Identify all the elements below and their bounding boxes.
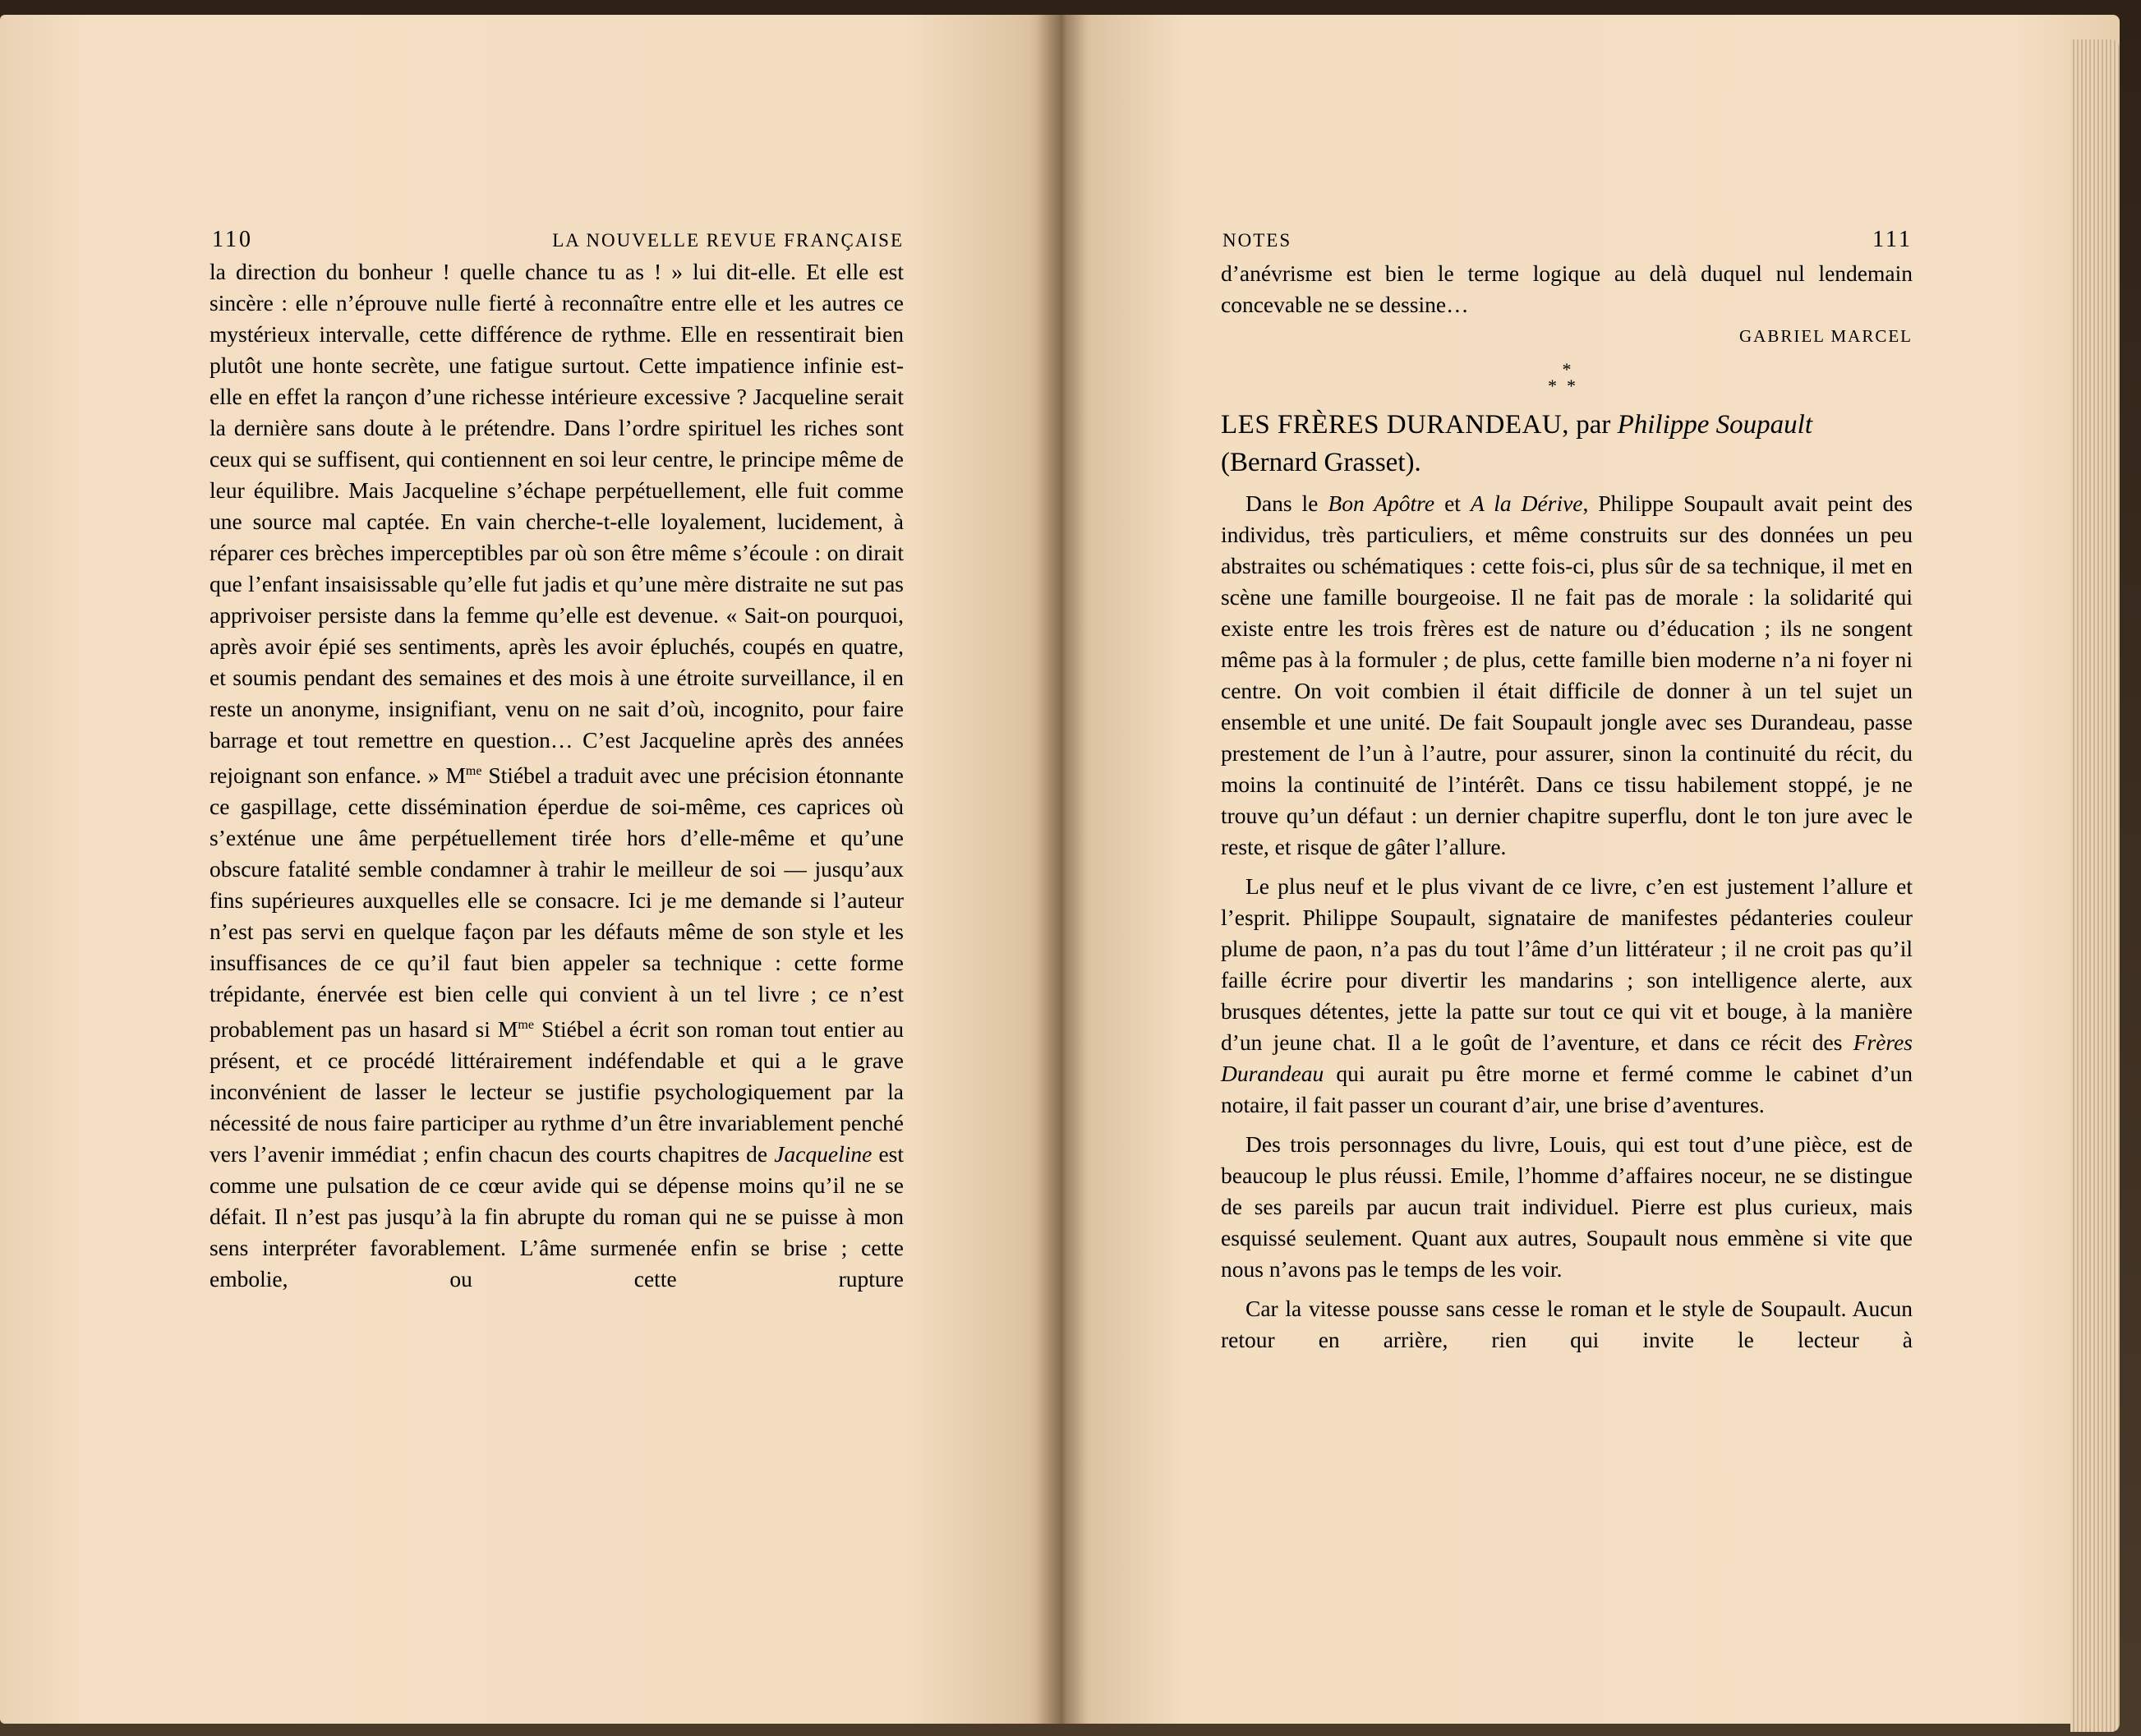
right-body-text — [1221, 258, 1913, 1356]
by-word: par — [1568, 410, 1618, 440]
journal-title: LA NOUVELLE REVUE FRANÇAISE — [552, 230, 904, 251]
text-run: qui aurait pu être morne et fermé comme le cabinet d’un notaire, il fait passer un courant d’air, une brise d’aventures. — [1221, 1061, 1913, 1117]
left-running-head — [212, 227, 904, 253]
left-paragraph — [209, 256, 904, 1295]
text-run: Stiébel a traduit avec une précision étonnante ce gaspillage, cette dissémination éperdue de soi-même, ces caprices où s’exténue une âme perpétuellement tirée hors d’elle-même et qu’une obscure fatalité semble condamner à trahir le meilleur de soi — jusqu’aux fins supérieures auxquelles elle se consacre. Ici je me demande si l’auteur n’est pas servi en quelque façon par les défauts même de son style et les insuffisances de ce qu’il faut bien appeler sa technique : cette forme trépidante, énervée est bien celle qui convient à un tel livre ; ce n’est probablement pas un hasard si M — [209, 762, 904, 1043]
text-run: me — [518, 1018, 534, 1033]
asterism-top: * — [1562, 359, 1572, 380]
continuation-text: d’anévrisme est bien le terme logique au delà duquel nul lendemain concevable ne se dessine… — [1221, 260, 1913, 317]
page-edges — [2070, 39, 2120, 1732]
review-paragraph-1 — [1221, 488, 1913, 863]
publisher: (Bernard Grasset). — [1221, 448, 1421, 477]
text-run: me — [465, 764, 482, 778]
author-signature: GABRIEL MARCEL — [1739, 326, 1913, 346]
text-run-italic: Frères Durandeau — [1221, 1029, 1913, 1086]
review-paragraph-3: Des trois personnages du livre, Louis, qui est tout d’une pièce, est de beaucoup le plus réussi. Emile, l’homme d’affaires noceur, ne se distingue de ses pareils par aucun trait individuel. Pierre est plus curieux, mais esquissé seulement. Quant aux autres, Soupault nous emmène si vite que nous n’avons pas le temps de les voir. — [1221, 1131, 1913, 1282]
text-run: est comme une pulsation de ce cœur avide qui se dépense moins qu’il ne se défait. Il n’est pas jusqu’à la fin abrupte du roman qui ne se puisse à mon sens interpréter favorablement. L’âme surmenée enfin se brise ; cette embolie, ou cette rupture — [209, 1141, 904, 1292]
right-page-number: 111 — [1872, 227, 1913, 252]
review-paragraph-4: Car la vitesse pousse sans cesse le roman et le style de Soupault. Aucun retour en arrière, rien qui invite le lecteur à — [1221, 1296, 1913, 1352]
review-paragraph-2 — [1221, 871, 1913, 1121]
book-gutter — [1037, 15, 1086, 1724]
book-title: LES FRÈRES DURANDEAU, — [1221, 410, 1569, 440]
asterism-bottom: ** — [1548, 375, 1586, 396]
section-asterism — [1221, 361, 1913, 394]
right-running-head — [1222, 227, 1913, 253]
left-page-number: 110 — [212, 227, 253, 252]
review-author: Philippe Soupault — [1617, 410, 1812, 440]
section-title: NOTES — [1222, 230, 1292, 251]
review-heading — [1221, 406, 1913, 481]
text-run-italic: Jacqueline — [774, 1141, 873, 1167]
text-run: la direction du bonheur ! quelle chance tu as ! » lui dit-elle. Et elle est sincère : elle n’éprouve nulle fierté à reconnaître entre elle et les autres ce mystérieux intervalle, cette différence de rythme. Elle en ressentirait bien plutôt une honte secrète, une fatigue surtout. Cette impatience infinie est-elle en effet la rançon d’une richesse intérieure excessive ? Jacqueline serait la dernière sans doute à le prétendre. Dans l’ordre spirituel les riches sont ceux qui se suffisent, qui contiennent en soi leur centre, le principe même de leur équilibre. Mais Jacqueline s’échape perpétuellement, elle fuit comme une source mal captée. En vain cherche-t-elle loyalement, lucidement, à réparer ces brèches imperceptibles par où son être même s’écoule : on dirait que l’enfant insaisissable qu’elle fut jadis et qu’une mère distraite ne sut pas apprivoiser persiste dans la femme qu’elle est devenue. « Sait-on pourquoi, après avoir épié ses sentiments, après les avoir épluchés, coupés en quatre, et soumis pendant des semaines et des mois à une étroite surveillance, il en reste un anonyme, insignifiant, venu on ne sait d’où, incognito, pour faire barrage et tout remettre en question… C’est Jacqueline après des années rejoignant son enfance. » M — [209, 259, 904, 789]
text-run: , Philippe Soupault avait peint des individus, très particuliers, et même construits sur des données un peu abstraites ou schématiques : cette fois-ci, plus sûr de sa technique, il met en scène une famille bourgeoise. Il ne fait pas de morale : la solidarité qui existe entre les trois frères est de nature ou d’éducation ; ils ne songent même pas à la formuler ; de plus, cette famille bien moderne n’a ni foyer ni centre. On voit combien il était difficile de donner à un tel sujet un ensemble et une unité. De fait Soupault jongle avec ses Durandeau, passe prestement de l’un à l’autre, pour assurer, sinon la continuité du récit, du moins la continuité de l’intérêt. Dans ce tissu habilement stoppé, je ne trouve qu’un défaut : un dernier chapitre superflu, dont le ton jure avec le reste, et risque de gâter l’allure. — [1221, 490, 1913, 859]
text-run: et — [1434, 490, 1471, 516]
text-run-italic: Bon Apôtre — [1328, 490, 1435, 516]
text-run: Dans le — [1245, 490, 1328, 516]
text-run-italic: A la Dérive — [1470, 490, 1583, 516]
left-body-text — [209, 256, 904, 1295]
text-run: Stiébel a écrit son roman tout entier au présent, et ce procédé littérairement indéfendable et qui a le grave inconvénient de lasser le lecteur se justifie psychologiquement par la nécessité de nous faire participer au rythme d’un être invariablement penché vers l’avenir immédiat ; enfin chacun des courts chapitres de — [209, 1016, 904, 1167]
text-run: Le plus neuf et le plus vivant de ce livre, c’en est justement l’allure et l’esprit. Philippe Soupault, signataire de manifestes pédanteries couleur plume de paon, n’a pas du tout l’âme d’un littérateur ; il ne croit pas qu’il faille écrire pour divertir les mandarins ; son intelligence alerte, aux brusques détentes, jette la patte sur tout ce qui vit et bouge, à la manière d’un jeune chat. Il a le goût de l’aventure, et dans ce récit des — [1221, 873, 1913, 1055]
